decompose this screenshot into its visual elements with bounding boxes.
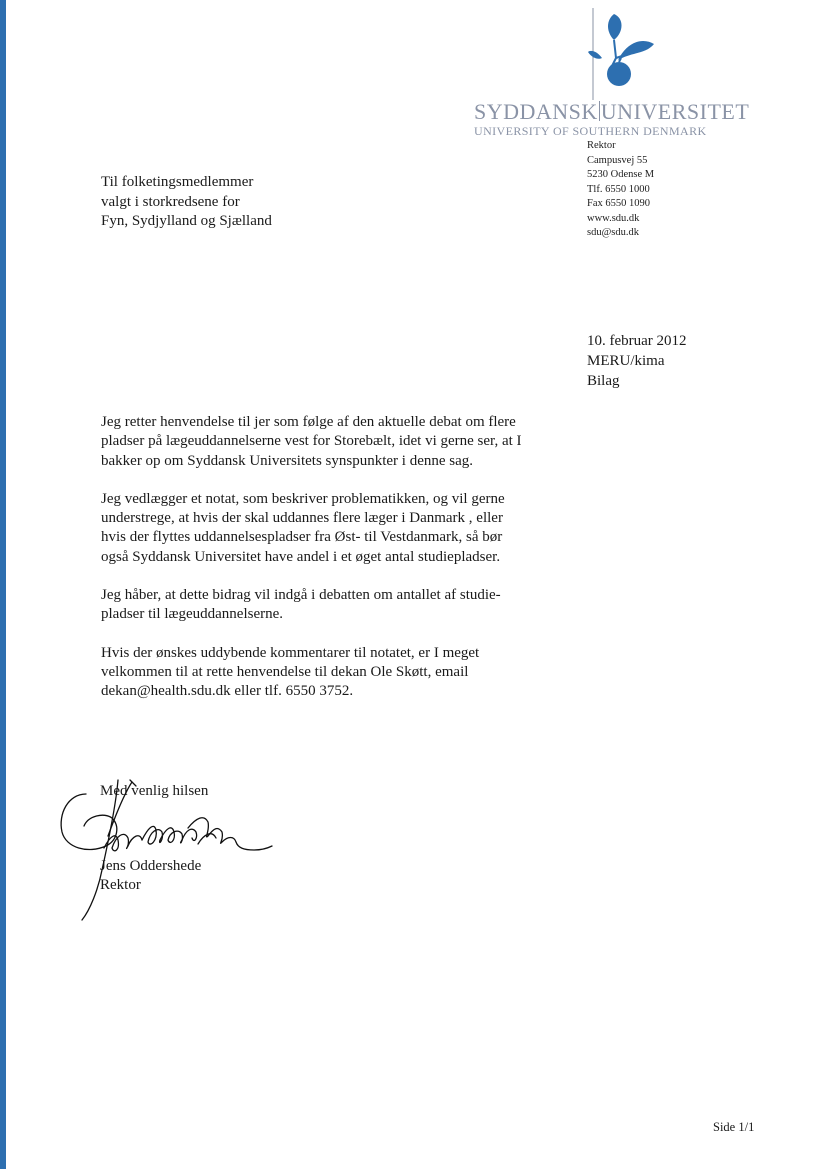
body-line: også Syddansk Universitet have andel i et øget antal studiepladser. (101, 548, 501, 565)
handwritten-signature (58, 774, 273, 924)
letter-attachment: Bilag (587, 373, 620, 389)
letter-date: 10. februar 2012 (587, 333, 687, 349)
sender-phone: Tlf. 6550 1000 (587, 183, 650, 195)
letter-reference: MERU/kima (587, 353, 665, 369)
sender-email: sdu@sdu.dk (587, 227, 639, 238)
body-line: Hvis der ønskes uddybende kommentarer til notatet, er I meget (101, 644, 480, 661)
signatory-title: Rektor (100, 877, 141, 893)
body-line: pladser på lægeuddannelserne vest for Storebælt, idet vi gerne ser, at I (101, 433, 522, 450)
university-logo-wordmark (474, 99, 750, 138)
recipient-line: Fyn, Sydjylland og Sjælland (101, 213, 272, 229)
logo-word-2: UNIVERSITET (600, 99, 750, 124)
sender-city: 5230 Odense M (587, 169, 655, 180)
body-paragraph (101, 644, 581, 702)
recipient-line: Til folketingsmedlemmer (101, 174, 254, 190)
logo-word-1: SYDDANSK (474, 99, 598, 124)
body-line: pladser til lægeuddannelserne. (101, 606, 284, 623)
page-number: Side 1/1 (713, 1120, 755, 1134)
letter-meta (587, 331, 687, 391)
body-line: hvis der flyttes uddannelsespladser fra Øst- til Vestdanmark, så bør (101, 529, 503, 546)
body-paragraph (101, 413, 581, 471)
sender-street: Campusvej 55 (587, 154, 648, 166)
body-line: bakker op om Syddansk Universitets synspunkter i denne sag. (101, 452, 474, 469)
body-paragraph (101, 490, 581, 567)
logo-divider (599, 101, 600, 121)
body-line: Jeg retter henvendelse til jer som følge af den aktuelle debat om flere (101, 414, 516, 430)
recipient-line: valgt i storkredsene for (101, 193, 240, 210)
page-edge-bar (0, 0, 6, 1169)
body-line: dekan@health.sdu.dk eller tlf. 6550 3752. (101, 683, 354, 700)
body-line: Jeg vedlægger et notat, som beskriver problematikken, og vil gerne (101, 490, 505, 507)
body-paragraph (101, 586, 581, 625)
closing-greeting: Med venlig hilsen (100, 783, 209, 799)
signatory-name: Jens Oddershede (100, 857, 202, 874)
logo-name (474, 99, 750, 124)
university-logo-tree-icon (588, 8, 658, 100)
recipient-block (101, 173, 272, 232)
body-line: Jeg håber, at dette bidrag vil indgå i debatten om antallet af studie- (101, 587, 501, 604)
sender-web: www.sdu.dk (587, 212, 640, 224)
body-line: velkommen til at rette henvendelse til dekan Ole Skøtt, email (101, 663, 469, 680)
sender-address-block (587, 139, 654, 241)
body-line: understrege, at hvis der skal uddannes flere læger i Danmark , eller (101, 510, 503, 527)
letter-body (101, 413, 581, 721)
sender-fax: Fax 6550 1090 (587, 198, 650, 209)
sender-title: Rektor (587, 140, 616, 151)
logo-subtitle: UNIVERSITY OF SOUTHERN DENMARK (474, 124, 707, 138)
